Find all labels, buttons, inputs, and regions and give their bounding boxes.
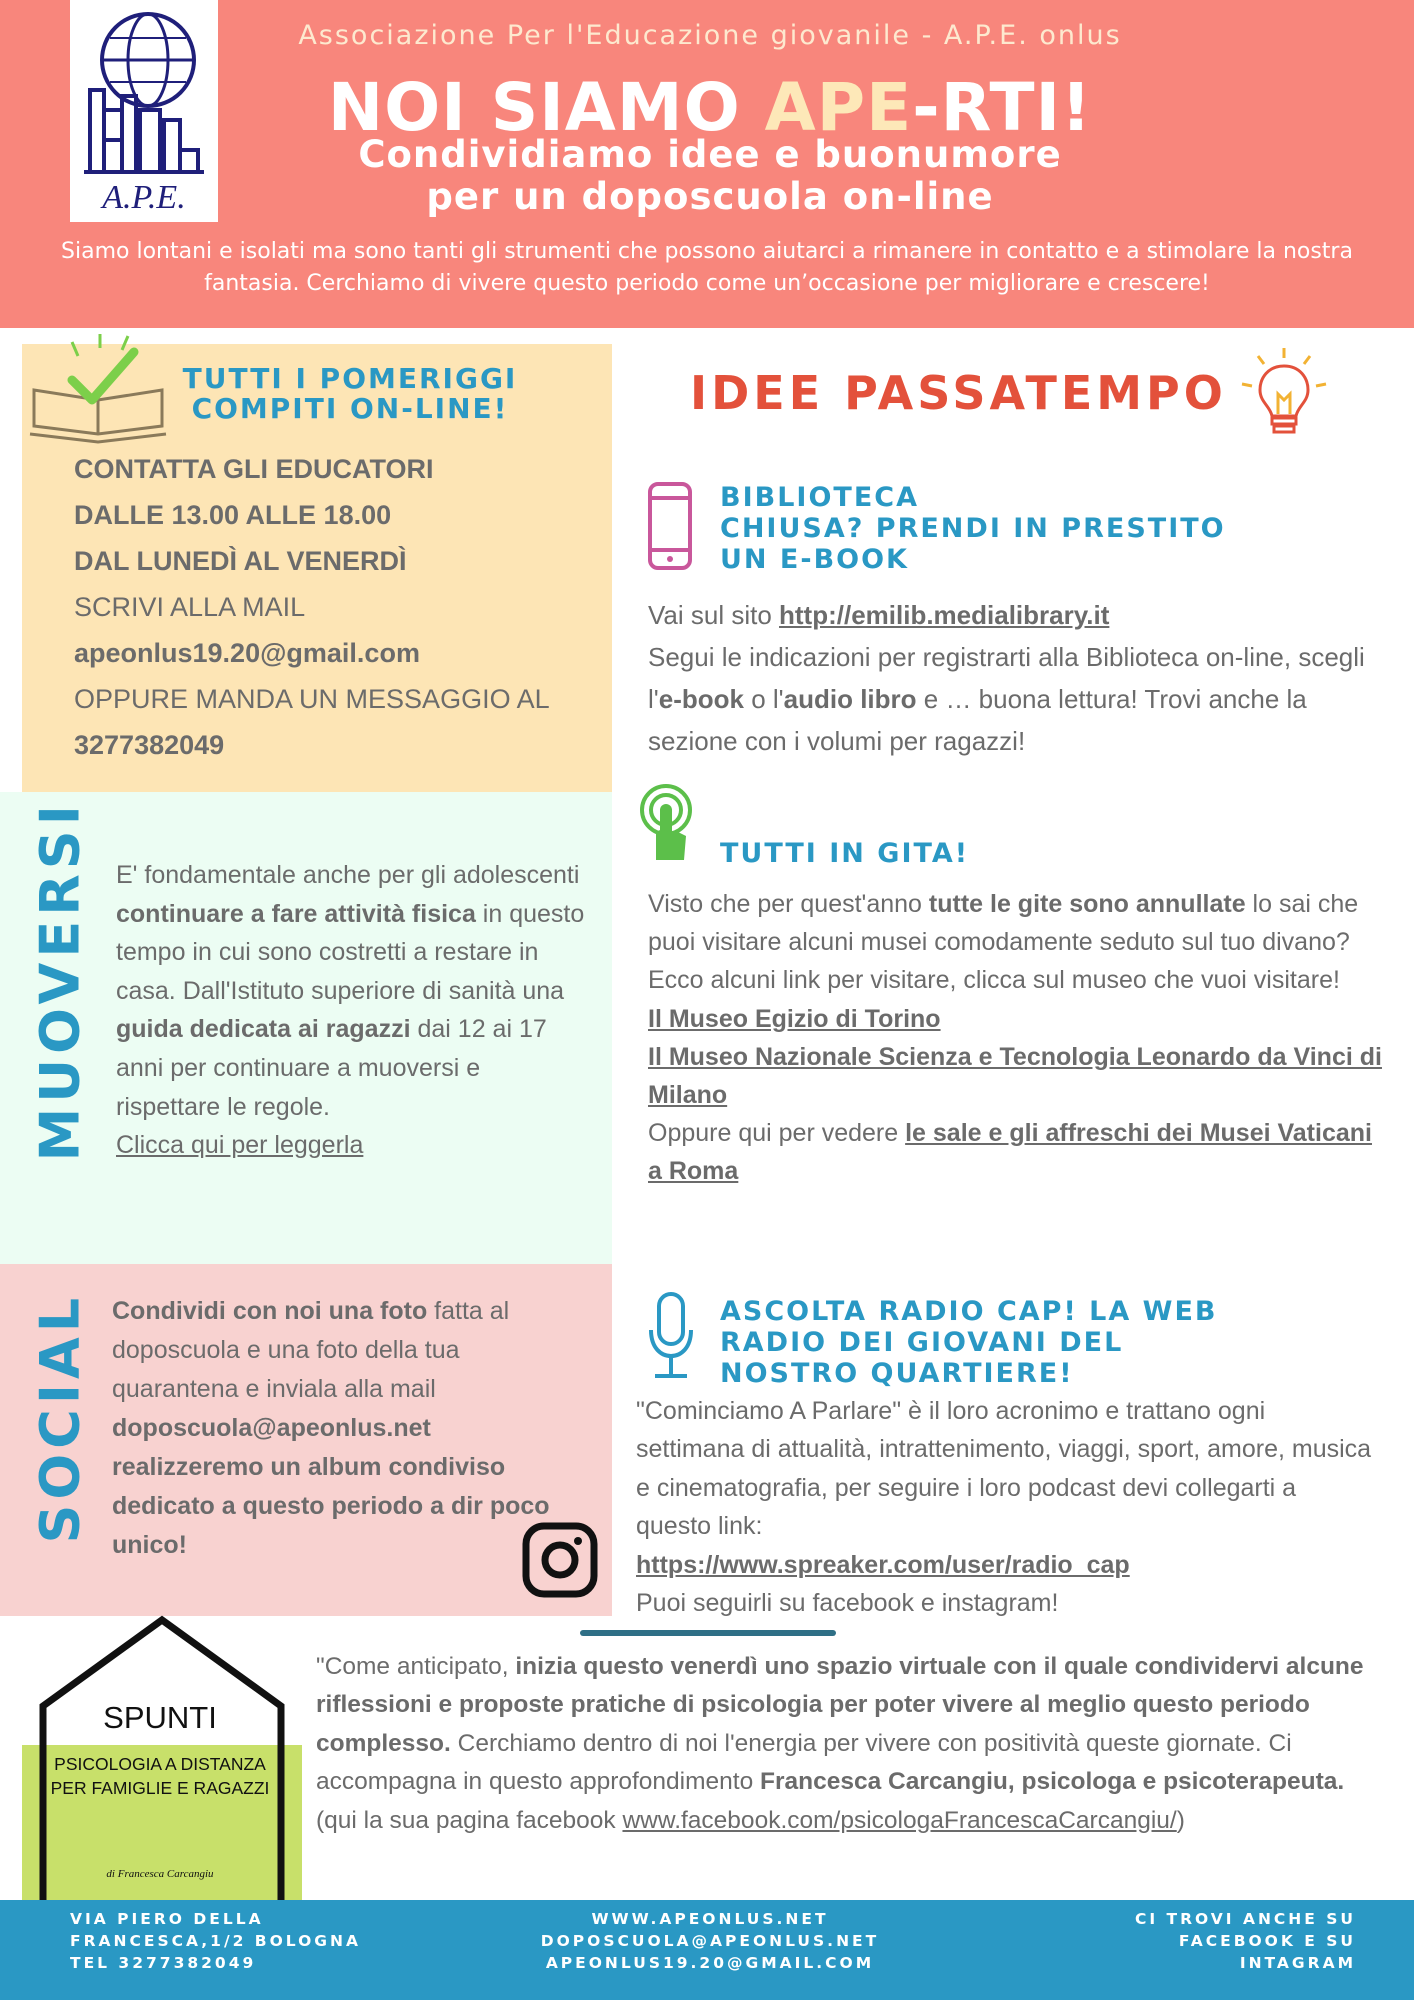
footer-contacts [500,1908,920,1974]
radio-text: "Cominciamo A Parlare" è il loro acronimo e trattano ogni settimana di attualità, intrattenimento, viaggi, sport, amore, musica e cinematografia, per seguire i loro podcast devi collegarti a questo link: https://www.spreaker.com/user/radio_cap Puoi seguirli su facebook e instagram! [636,1397,1372,1618]
gita-heading: TUTTI IN GITA! [720,838,970,869]
footer-social: CI TROVI ANCHE SU FACEBOOK E SU INTAGRAM [1134,1910,1356,1972]
compiti-hours: DALLE 13.00 ALLE 18.00 [74,500,392,530]
intro-text: Siamo lontani e isolati ma sono tanti gli strumenti che possono aiutarci a rimanere in contatto e a stimolare la nostra fantasia. Cerchiamo di vivere questo periodo come un’occasione per migliorare e crescere! [61,239,1353,296]
instagram-icon[interactable] [522,1522,598,1598]
radio-heading: ASCOLTA RADIO CAP! LA WEB RADIO DEI GIOVANI DEL NOSTRO QUARTIERE! [720,1296,1218,1389]
biblioteca-text: Vai sul sito http://emilib.medialibrary.it Segui le indicazioni per registrarti alla Biblioteca on-line, scegli l'e-book o l'audio libro e … buona lettura! Trovi anche la sezione con i volumi per ragazzi! [648,600,1365,756]
muoversi-label: MUOVERSI [28,800,92,1162]
page-title: NOI SIAMO APE-RTI! [327,69,1093,146]
muoversi-link[interactable]: Clicca qui per leggerla [116,1131,364,1160]
lightbulb-icon [1238,344,1330,440]
museo-scienza-link[interactable]: Il Museo Nazionale Scienza e Tecnologia Leonardo da Vinci di Milano [648,1042,1382,1110]
section-divider [580,1630,836,1636]
compiti-line: CONTATTA GLI EDUCATORI [74,454,434,484]
compiti-line: SCRIVI ALLA MAIL [74,592,306,622]
footer-website[interactable]: WWW.APEONLUS.NET [591,1910,829,1928]
spunti-subtitle: PSICOLOGIA A DISTANZA PER FAMIGLIE E RAGAZZI [50,1754,270,1798]
museo-egizio-link[interactable]: Il Museo Egizio di Torino [648,1004,941,1033]
compiti-heading: TUTTI I POMERIGGI COMPITI ON-LINE! [182,362,518,425]
spunti-text: "Come anticipato, inizia questo venerdì uno spazio virtuale con il quale condividervi alcune riflessioni e proposte pratiche di psicologia per poter vivere al meglio questo periodo complesso. Cerchiamo dentro di noi l'energia per vivere con positività queste giornate. Ci accompagna in questo approfondimento Francesca Carcangiu, psicologa e psicoterapeuta. (qui la sua pagina facebook www.facebook.com/psicologaFrancescaCarcangiu/) [316,1653,1364,1834]
musei-vaticani-link[interactable]: le sale e gli affreschi dei Musei Vaticani a Roma [648,1119,1372,1186]
compiti-phone[interactable]: 3277382049 [74,730,225,760]
ape-logo [70,0,218,222]
smartphone-icon [646,480,694,572]
compiti-days: DAL LUNEDÌ AL VENERDÌ [74,546,407,576]
svg-text:A.P.E.: A.P.E. [102,179,186,216]
facebook-psicologa-link[interactable]: www.facebook.com/psicologaFrancescaCarcangiu/ [622,1806,1177,1834]
idee-heading: IDEE PASSATEMPO [690,366,1227,420]
compiti-line: OPPURE MANDA UN MESSAGGIO AL [74,684,550,714]
globe-logo-icon [70,0,218,222]
muoversi-text: E' fondamentale anche per gli adolescenti continuare a fare attività fisica in questo tempo in cui sono costretti a restare in casa. Dall'Istituto superiore di sanità una guida dedicata ai ragazzi dai 12 ai 17 anni per continuare a muoversi e rispettare le regole. Clicca qui per leggerla [116,861,585,1160]
association-name: Associazione Per l'Educazione giovanile - A.P.E. onlus [298,20,1122,51]
spunti-title: SPUNTI [103,1700,217,1735]
footer-address: VIA PIERO DELLA FRANCESCA,1/2 BOLOGNA TEL 3277382049 [70,1908,400,1974]
footer-email-gmail[interactable]: APEONLUS19.20@GMAIL.COM [545,1954,875,1972]
compiti-info [74,446,604,768]
gita-text: Visto che per quest'anno tutte le gite sono annullate lo sai che puoi visitare alcuni musei comodamente seduto sul tuo divano? Ecco alcuni link per visitare, clicca sul museo che vuoi visitare! Il Museo Egizio di Torino Il Museo Nazionale Scienza e Tecnologia Leonardo da Vinci di Milano Oppure qui per vedere le sale e gli affreschi dei Musei Vaticani a Roma [648,890,1382,1186]
touch-hand-icon [638,782,698,872]
social-label: SOCIAL [28,1292,92,1544]
footer-email-doposcuola[interactable]: DOPOSCUOLA@APEONLUS.NET [540,1932,880,1950]
footer-phone[interactable]: TEL 3277382049 [70,1954,257,1972]
spreaker-link[interactable]: https://www.spreaker.com/user/radio_cap [636,1550,1130,1579]
spunti-author: di Francesca Carcangiu [106,1868,214,1880]
social-text: Condividi con noi una foto fatta al doposcuola e una foto della tua quarantena e inviala alla mail doposcuola@apeonlus.net realizzeremo un album condiviso dedicato a questo periodo a dir poco unico! [112,1297,550,1559]
microphone-icon [646,1290,696,1382]
compiti-email[interactable]: apeonlus19.20@gmail.com [74,638,420,668]
emilib-link[interactable]: http://emilib.medialibrary.it [779,600,1110,630]
page-subtitle: Condividiamo idee e buonumore per un doposcuola on-line [358,133,1062,218]
biblioteca-heading: BIBLIOTECA CHIUSA? PRENDI IN PRESTITO UN E-BOOK [720,482,1226,575]
social-email[interactable]: doposcuola@apeonlus.net [112,1414,431,1442]
